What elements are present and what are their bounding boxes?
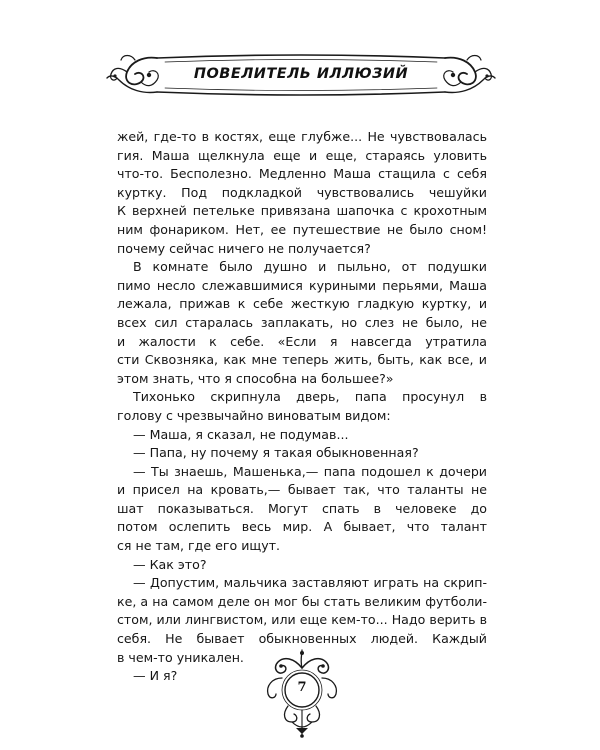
text-line: К верхней петельке привязана шапочка с крохотным bbox=[117, 203, 487, 219]
dialogue-line: — Ты знаешь, Машенька,— папа подошел к дочери bbox=[133, 463, 487, 479]
text-line: лежала, прижав к себе жесткую гладкую куртку, и bbox=[117, 296, 487, 312]
text-line: всех сил старалась заплакать, но слез не было, не bbox=[117, 314, 487, 330]
running-header bbox=[105, 48, 497, 106]
running-title: ПОВЕЛИТЕЛЬ ИЛЛЮЗИЙ bbox=[193, 66, 409, 82]
text-line: в чем-то уникален. bbox=[117, 649, 244, 665]
text-line: голову с чрезвычайно виноватым видом: bbox=[117, 407, 391, 423]
text-line: В комнате было душно и пыльно, от подушки bbox=[133, 259, 487, 275]
text-line: себя. Не бывает обыкновенных людей. Каждый bbox=[117, 631, 487, 647]
body-text bbox=[117, 128, 487, 686]
dialogue-line: — Маша, я сказал, не подумав... bbox=[133, 426, 349, 442]
text-line: потом ослепить весь мир. А бывает, что талант bbox=[117, 519, 487, 535]
text-line: почему сейчас ничего не получается? bbox=[117, 240, 371, 256]
text-line: ке, а на самом деле он мог бы стать великим футболи- bbox=[117, 593, 487, 609]
text-line: шат показываться. Могут спать в человеке до bbox=[117, 500, 487, 516]
text-line: и жалости к себе. «Если я навсегда утратила bbox=[117, 333, 487, 349]
text-line: сти Сквозняка, как мне теперь жить, быть, как все, и bbox=[117, 352, 487, 368]
text-line: гия. Маша щелкнула еще и еще, стараясь уловить bbox=[117, 147, 487, 163]
text-line: и присел на кровать,— бывает так, что таланты не bbox=[117, 482, 487, 498]
text-line: этом знать, что я способна на большее?» bbox=[117, 370, 394, 386]
text-line: Тихонько скрипнула дверь, папа просунул в bbox=[133, 389, 487, 405]
dialogue-line: — Допустим, мальчика заставляют играть на скрип- bbox=[133, 575, 487, 591]
dialogue-line: — Папа, ну почему я такая обыкновенная? bbox=[133, 445, 419, 461]
text-line: пимо несло слежавшимися куриными перьями, Маша bbox=[117, 277, 487, 293]
text-line: ся не там, где его ищут. bbox=[117, 538, 281, 554]
dialogue-line: — Как это? bbox=[133, 556, 207, 572]
page-number-ornament bbox=[258, 648, 346, 740]
text-line: жей, где-то в костях, еще глубже... Не чувствовалась bbox=[117, 129, 487, 144]
text-line: куртку. Под подкладкой чувствовались чешуйки bbox=[117, 184, 487, 200]
text-line: ним фонариком. Нет, ее путешествие не было сном! bbox=[117, 221, 487, 237]
page-number: 7 bbox=[297, 680, 307, 695]
dialogue-line: — И я? bbox=[133, 668, 178, 684]
text-line: стом, или лингвистом, или еще кем-то... Надо верить в bbox=[117, 612, 487, 628]
text-line: что-то. Бесполезно. Медленно Маша стащила с себя bbox=[117, 166, 487, 182]
